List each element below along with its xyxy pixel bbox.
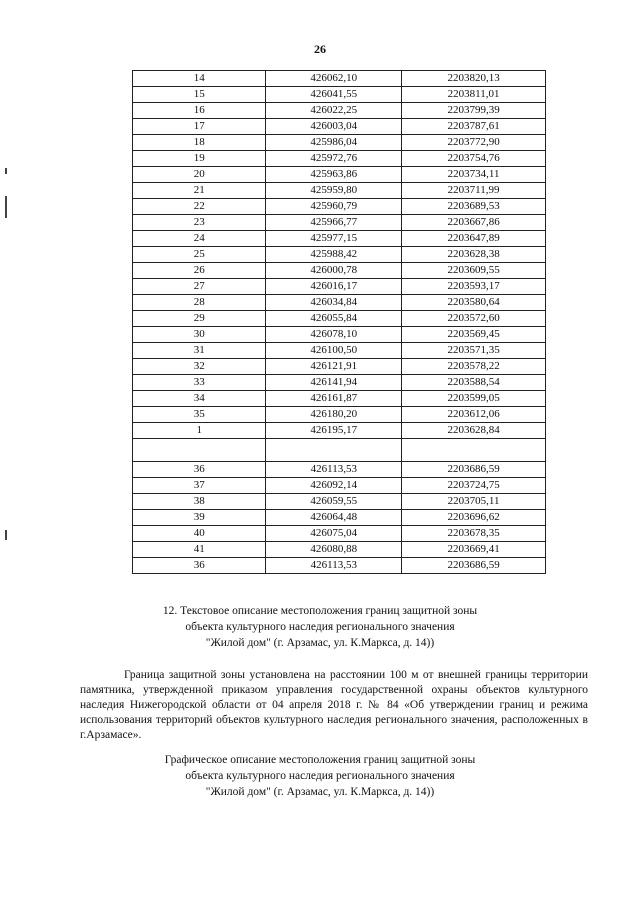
x-coordinate-cell: 426075,04 bbox=[266, 526, 402, 542]
y-coordinate-cell: 2203696,62 bbox=[402, 510, 546, 526]
y-coordinate-cell: 2203711,99 bbox=[402, 183, 546, 199]
margin-mark bbox=[5, 196, 7, 218]
x-coordinate-cell: 425977,15 bbox=[266, 231, 402, 247]
point-number-cell: 30 bbox=[133, 327, 266, 343]
x-coordinate-cell: 425966,77 bbox=[266, 215, 402, 231]
point-number-cell: 1 bbox=[133, 423, 266, 439]
x-coordinate-cell: 426141,94 bbox=[266, 375, 402, 391]
y-coordinate-cell: 2203609,55 bbox=[402, 263, 546, 279]
point-number-cell: 22 bbox=[133, 199, 266, 215]
table-row bbox=[133, 279, 546, 295]
table-row bbox=[133, 407, 546, 423]
point-number-cell: 31 bbox=[133, 343, 266, 359]
y-coordinate-cell: 2203724,75 bbox=[402, 478, 546, 494]
y-coordinate-cell: 2203689,53 bbox=[402, 199, 546, 215]
table-row bbox=[133, 359, 546, 375]
x-coordinate-cell: 426113,53 bbox=[266, 558, 402, 574]
point-number-cell: 40 bbox=[133, 526, 266, 542]
graphic-description-heading-line: Графическое описание местоположения границ защитной зоны bbox=[164, 754, 476, 766]
y-coordinate-cell: 2203593,17 bbox=[402, 279, 546, 295]
x-coordinate-cell: 425988,42 bbox=[266, 247, 402, 263]
table-row bbox=[133, 247, 546, 263]
y-coordinate-cell: 2203599,05 bbox=[402, 391, 546, 407]
empty-cell bbox=[133, 439, 266, 462]
section-12-heading-line: 12. Текстовое описание местоположения границ защитной зоны bbox=[162, 605, 478, 617]
point-number-cell: 35 bbox=[133, 407, 266, 423]
table-row bbox=[133, 295, 546, 311]
table-row bbox=[133, 87, 546, 103]
x-coordinate-cell: 426080,88 bbox=[266, 542, 402, 558]
table-row bbox=[133, 462, 546, 478]
x-coordinate-cell: 426195,17 bbox=[266, 423, 402, 439]
graphic-description-heading-line: объекта культурного наследия регионального значения bbox=[185, 770, 455, 782]
page-number: 26 bbox=[314, 42, 326, 56]
y-coordinate-cell: 2203799,39 bbox=[402, 103, 546, 119]
table-row bbox=[133, 263, 546, 279]
point-number-cell: 39 bbox=[133, 510, 266, 526]
x-coordinate-cell: 426034,84 bbox=[266, 295, 402, 311]
x-coordinate-cell: 425986,04 bbox=[266, 135, 402, 151]
x-coordinate-cell: 426000,78 bbox=[266, 263, 402, 279]
point-number-cell: 16 bbox=[133, 103, 266, 119]
x-coordinate-cell: 426078,10 bbox=[266, 327, 402, 343]
boundary-description-text: Граница защитной зоны установлена на расстоянии 100 м от внешней границы территории памятника, утвержденной приказом управления государственной охраны объектов культурного наследия Нижегородской области от 04 апреля 2018 г. № 84 «Об утверждении границ и режима использования территорий объектов культурного наследия регионального значения, расположенных в г.Арзамасе». bbox=[80, 669, 588, 741]
table-row bbox=[133, 183, 546, 199]
point-number-cell: 29 bbox=[133, 311, 266, 327]
point-number-cell: 36 bbox=[133, 462, 266, 478]
y-coordinate-cell: 2203686,59 bbox=[402, 558, 546, 574]
x-coordinate-cell: 426121,91 bbox=[266, 359, 402, 375]
table-row bbox=[133, 327, 546, 343]
point-number-cell: 28 bbox=[133, 295, 266, 311]
coordinates-table bbox=[132, 70, 546, 574]
coordinates-table-body bbox=[133, 71, 546, 574]
table-row bbox=[133, 542, 546, 558]
point-number-cell: 34 bbox=[133, 391, 266, 407]
y-coordinate-cell: 2203820,13 bbox=[402, 71, 546, 87]
point-number-cell: 17 bbox=[133, 119, 266, 135]
section-12-heading-line: объекта культурного наследия регионального значения bbox=[185, 621, 455, 633]
y-coordinate-cell: 2203734,11 bbox=[402, 167, 546, 183]
y-coordinate-cell: 2203669,41 bbox=[402, 542, 546, 558]
empty-cell bbox=[266, 439, 402, 462]
x-coordinate-cell: 425972,76 bbox=[266, 151, 402, 167]
boundary-description-paragraph bbox=[80, 668, 588, 743]
point-number-cell: 18 bbox=[133, 135, 266, 151]
y-coordinate-cell: 2203580,64 bbox=[402, 295, 546, 311]
y-coordinate-cell: 2203628,84 bbox=[402, 423, 546, 439]
table-row bbox=[133, 391, 546, 407]
margin-mark bbox=[5, 168, 7, 174]
x-coordinate-cell: 426022,25 bbox=[266, 103, 402, 119]
table-row bbox=[133, 231, 546, 247]
graphic-description-heading-line: "Жилой дом" (г. Арзамас, ул. К.Маркса, д. 14)) bbox=[205, 786, 435, 798]
table-row bbox=[133, 494, 546, 510]
point-number-cell: 32 bbox=[133, 359, 266, 375]
y-coordinate-cell: 2203578,22 bbox=[402, 359, 546, 375]
table-separator-row bbox=[133, 439, 546, 462]
y-coordinate-cell: 2203628,38 bbox=[402, 247, 546, 263]
point-number-cell: 41 bbox=[133, 542, 266, 558]
y-coordinate-cell: 2203667,86 bbox=[402, 215, 546, 231]
margin-mark bbox=[5, 530, 7, 540]
x-coordinate-cell: 426059,55 bbox=[266, 494, 402, 510]
table-row bbox=[133, 71, 546, 87]
y-coordinate-cell: 2203569,45 bbox=[402, 327, 546, 343]
y-coordinate-cell: 2203705,11 bbox=[402, 494, 546, 510]
point-number-cell: 19 bbox=[133, 151, 266, 167]
x-coordinate-cell: 426062,10 bbox=[266, 71, 402, 87]
point-number-cell: 33 bbox=[133, 375, 266, 391]
x-coordinate-cell: 425963,86 bbox=[266, 167, 402, 183]
x-coordinate-cell: 426041,55 bbox=[266, 87, 402, 103]
graphic-description-heading bbox=[0, 752, 640, 800]
table-row bbox=[133, 119, 546, 135]
point-number-cell: 20 bbox=[133, 167, 266, 183]
x-coordinate-cell: 426003,04 bbox=[266, 119, 402, 135]
y-coordinate-cell: 2203588,54 bbox=[402, 375, 546, 391]
y-coordinate-cell: 2203772,90 bbox=[402, 135, 546, 151]
table-row bbox=[133, 167, 546, 183]
y-coordinate-cell: 2203811,01 bbox=[402, 87, 546, 103]
table-row bbox=[133, 343, 546, 359]
section-12-heading bbox=[0, 603, 640, 651]
point-number-cell: 14 bbox=[133, 71, 266, 87]
point-number-cell: 37 bbox=[133, 478, 266, 494]
table-row bbox=[133, 151, 546, 167]
table-row bbox=[133, 375, 546, 391]
x-coordinate-cell: 425960,79 bbox=[266, 199, 402, 215]
y-coordinate-cell: 2203686,59 bbox=[402, 462, 546, 478]
y-coordinate-cell: 2203678,35 bbox=[402, 526, 546, 542]
section-12-heading-line: "Жилой дом" (г. Арзамас, ул. К.Маркса, д. 14)) bbox=[205, 637, 435, 649]
x-coordinate-cell: 425959,80 bbox=[266, 183, 402, 199]
table-row bbox=[133, 135, 546, 151]
y-coordinate-cell: 2203754,76 bbox=[402, 151, 546, 167]
y-coordinate-cell: 2203572,60 bbox=[402, 311, 546, 327]
point-number-cell: 15 bbox=[133, 87, 266, 103]
point-number-cell: 38 bbox=[133, 494, 266, 510]
point-number-cell: 25 bbox=[133, 247, 266, 263]
point-number-cell: 24 bbox=[133, 231, 266, 247]
y-coordinate-cell: 2203647,89 bbox=[402, 231, 546, 247]
table-row bbox=[133, 558, 546, 574]
point-number-cell: 21 bbox=[133, 183, 266, 199]
table-row bbox=[133, 311, 546, 327]
point-number-cell: 26 bbox=[133, 263, 266, 279]
table-row bbox=[133, 526, 546, 542]
x-coordinate-cell: 426100,50 bbox=[266, 343, 402, 359]
x-coordinate-cell: 426180,20 bbox=[266, 407, 402, 423]
x-coordinate-cell: 426016,17 bbox=[266, 279, 402, 295]
table-row bbox=[133, 423, 546, 439]
x-coordinate-cell: 426113,53 bbox=[266, 462, 402, 478]
point-number-cell: 36 bbox=[133, 558, 266, 574]
point-number-cell: 23 bbox=[133, 215, 266, 231]
y-coordinate-cell: 2203612,06 bbox=[402, 407, 546, 423]
x-coordinate-cell: 426064,48 bbox=[266, 510, 402, 526]
x-coordinate-cell: 426055,84 bbox=[266, 311, 402, 327]
table-row bbox=[133, 103, 546, 119]
y-coordinate-cell: 2203571,35 bbox=[402, 343, 546, 359]
table-row bbox=[133, 510, 546, 526]
empty-cell bbox=[402, 439, 546, 462]
x-coordinate-cell: 426092,14 bbox=[266, 478, 402, 494]
x-coordinate-cell: 426161,87 bbox=[266, 391, 402, 407]
table-row bbox=[133, 478, 546, 494]
y-coordinate-cell: 2203787,61 bbox=[402, 119, 546, 135]
table-row bbox=[133, 215, 546, 231]
point-number-cell: 27 bbox=[133, 279, 266, 295]
table-row bbox=[133, 199, 546, 215]
